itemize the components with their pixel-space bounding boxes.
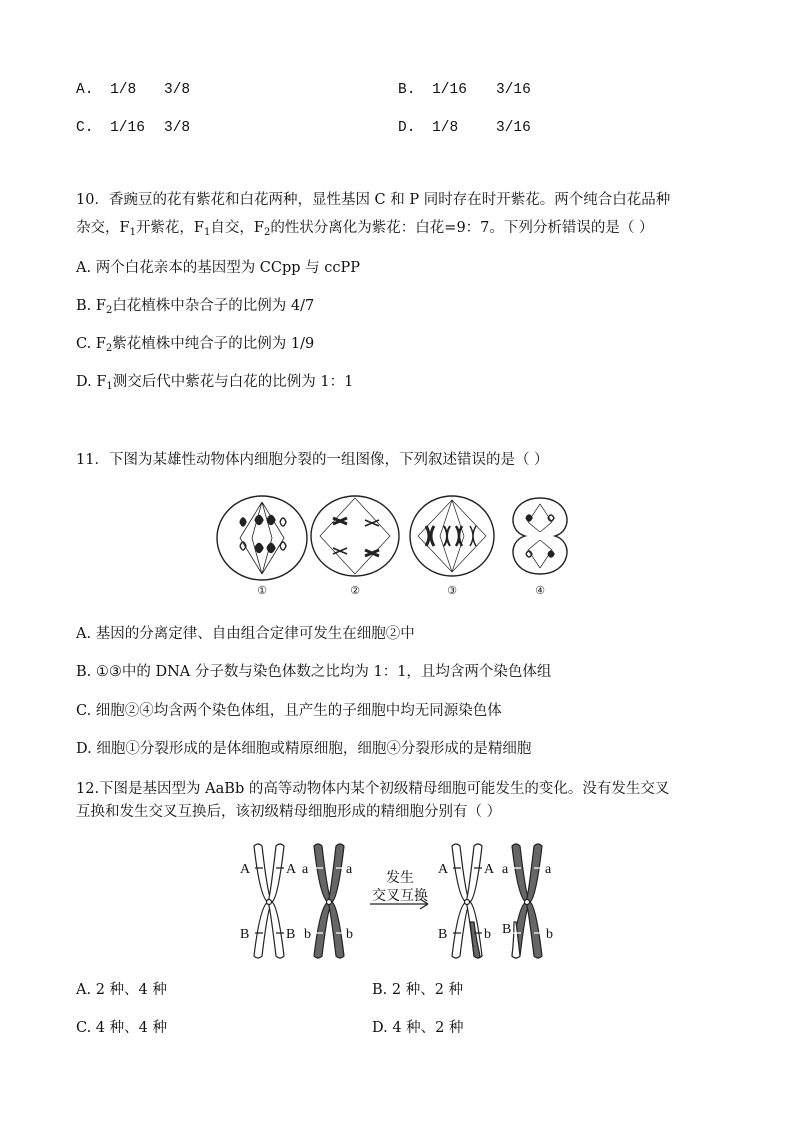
gene-label-B4: B (502, 922, 512, 937)
cell-division-figure (210, 492, 590, 607)
arrow-label-line2: 交叉互换 (372, 888, 428, 904)
cell-label-1: ① (257, 584, 267, 597)
gene-label-A2: A (286, 862, 297, 877)
q12-option-b[interactable]: B. 2 种、2 种 (372, 982, 464, 998)
chromosome-white-before (254, 844, 284, 958)
gene-label-B2: B (286, 927, 296, 942)
q9-option-c[interactable]: C. 1/16 3/8 (76, 120, 191, 136)
gene-label-a3: a (502, 862, 509, 877)
q9-option-b[interactable]: B. 1/16 3/16 (398, 82, 531, 98)
gene-label-a4: a (545, 862, 552, 877)
cell-label-4: ④ (535, 584, 545, 597)
q10-stem-line1: 10．香豌豆的花有紫花和白花两种，显性基因 C 和 P 同时存在时开紫花。两个纯合白花品种 (76, 192, 671, 208)
cell-label-2: ② (350, 584, 360, 597)
q10-option-d[interactable]: D. $F_1$测交后代中紫花与白花的比例为 1：1 (76, 374, 354, 392)
gene-label-b3: b (484, 927, 491, 942)
q12-stem-line2: 互换和发生交叉互换后，该初级精母细胞形成的精细胞分别有（ ） (76, 804, 502, 820)
gene-label-b2: b (346, 927, 353, 942)
arrow-label-line1: 发生 (386, 870, 414, 886)
cell-3-diagram (410, 496, 494, 576)
q12-option-c[interactable]: C. 4 种、4 种 (76, 1020, 167, 1036)
q10-option-c[interactable]: C. $F_2$紫花植株中纯合子的比例为 1/9 (76, 336, 315, 354)
gene-label-B3: B (438, 927, 448, 942)
gene-label-A3: A (438, 862, 449, 877)
q9-option-d[interactable]: D. 1/8 3/16 (398, 120, 531, 136)
q11-option-c[interactable]: C. 细胞②④均含两个染色体组，且产生的子细胞中均无同源染色体 (76, 703, 502, 719)
cell-1-diagram (217, 496, 307, 580)
cell-2-diagram (311, 496, 399, 576)
q11-stem: 11．下图为某雄性动物体内细胞分裂的一组图像，下列叙述错误的是（ ） (76, 452, 549, 468)
q10-stem-line2: 杂交，$F_1$开紫花，$F_1$自交，$F_2$的性状分离化为紫花：白花=9：7。下列分析错误的是（ ） (76, 220, 654, 238)
chromosome-dark-after (512, 844, 542, 958)
gene-label-A1: A (240, 862, 251, 877)
gene-label-A4: A (484, 862, 495, 877)
q10-option-a[interactable]: A. 两个白花亲本的基因型为 CCpp 与 ccPP (76, 260, 361, 276)
gene-label-a1: a (302, 862, 309, 877)
gene-label-a2: a (346, 862, 353, 877)
q11-option-b[interactable]: B. ①③中的 DNA 分子数与染色体数之比均为 1：1，且均含两个染色体组 (76, 664, 552, 680)
q11-option-d[interactable]: D. 细胞①分裂形成的是体细胞或精原细胞，细胞④分裂形成的是精细胞 (76, 741, 532, 757)
q12-option-d[interactable]: D. 4 种、2 种 (372, 1020, 464, 1036)
gene-label-B1: B (240, 927, 250, 942)
q12-option-a[interactable]: A. 2 种、4 种 (76, 982, 167, 998)
q10-option-b[interactable]: B. $F_2$白花植株中杂合子的比例为 4/7 (76, 298, 315, 316)
chromosome-white-after (452, 844, 482, 958)
gene-label-b1: b (304, 927, 311, 942)
gene-label-b4: b (546, 927, 553, 942)
q9-option-a[interactable]: A. 1/8 3/8 (76, 82, 191, 98)
q12-stem-line1: 12.下图是基因型为 AaBb 的高等动物体内某个初级精母细胞可能发生的变化。没有发生交叉 (76, 781, 670, 797)
crossing-over-figure (232, 838, 568, 964)
cell-label-3: ③ (447, 584, 457, 597)
q11-option-a[interactable]: A. 基因的分离定律、自由组合定律可发生在细胞②中 (76, 626, 415, 642)
chromosome-dark-before (314, 844, 344, 958)
cell-4-diagram (513, 498, 567, 574)
